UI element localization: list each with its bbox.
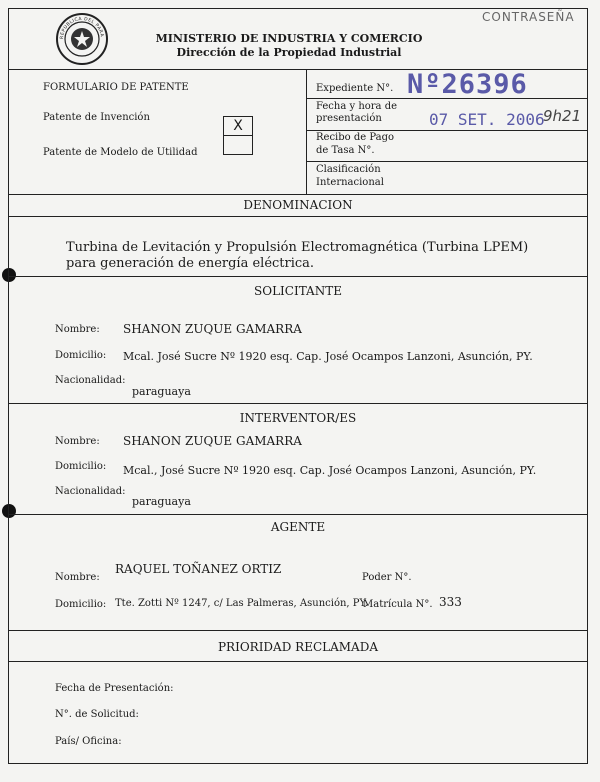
prioridad-request-label: N°. de Solicitud: <box>55 709 139 720</box>
solicitante-name: SHANON ZUQUE GAMARRA <box>123 322 302 336</box>
agente-registration-label: Matrícula N°. <box>363 599 433 610</box>
invention-label: Patente de Invención <box>43 112 150 123</box>
classification-label-2: Internacional <box>316 177 384 188</box>
interventor-address-label: Domicilio: <box>55 461 107 472</box>
interventor-nationality-label: Nacionalidad: <box>55 486 126 497</box>
corner-label: CONTRASEÑA <box>482 10 575 24</box>
interventor-name: SHANON ZUQUE GAMARRA <box>123 434 302 448</box>
patent-form <box>8 8 588 764</box>
prioridad-heading: PRIORIDAD RECLAMADA <box>217 640 379 654</box>
classification-label-1: Clasificación <box>316 164 381 175</box>
agente-address: Tte. Zotti Nº 1247, c/ Las Palmeras, Asunción, PY. <box>115 598 368 609</box>
prioridad-country-label: País/ Oficina: <box>55 736 122 747</box>
prioridad-date-label: Fecha de Presentación: <box>55 683 174 694</box>
utility-checkbox[interactable] <box>223 135 253 155</box>
solicitante-nationality: paraguaya <box>132 385 191 398</box>
time-handwritten: 9h21 <box>543 107 582 125</box>
agente-power-label: Poder N°. <box>362 572 412 583</box>
seal-emblem <box>55 12 109 66</box>
file-number-label: Expediente N°. <box>316 83 394 94</box>
solicitante-nationality-label: Nacionalidad: <box>55 375 126 386</box>
invention-checkbox[interactable]: X <box>223 116 253 136</box>
interventor-address: Mcal., José Sucre Nº 1920 esq. Cap. José Ocampos Lanzoni, Asunción, PY. <box>123 464 537 477</box>
interventor-heading: INTERVENTOR/ES <box>239 411 357 425</box>
denominacion-heading: DENOMINACION <box>243 198 353 212</box>
receipt-label-2: de Tasa N°. <box>316 145 375 156</box>
agente-heading: AGENTE <box>270 520 326 534</box>
date-label-1: Fecha y hora de <box>316 101 398 112</box>
utility-label: Patente de Modelo de Utilidad <box>43 147 198 158</box>
office-title: Dirección de la Propiedad Industrial <box>176 46 402 59</box>
solicitante-name-label: Nombre: <box>55 324 100 335</box>
interventor-name-label: Nombre: <box>55 436 100 447</box>
denominacion-line-1: Turbina de Levitación y Propulsión Electromagnética (Turbina LPEM) <box>66 240 529 255</box>
agente-name-label: Nombre: <box>55 572 100 583</box>
agente-address-label: Domicilio: <box>55 599 107 610</box>
receipt-label-1: Recibo de Pago <box>316 132 395 143</box>
denominacion-line-2: para generación de energía eléctrica. <box>66 256 315 271</box>
solicitante-address: Mcal. José Sucre Nº 1920 esq. Cap. José Ocampos Lanzoni, Asunción, PY. <box>123 350 533 363</box>
file-number-stamp: Nº26396 <box>407 69 528 100</box>
ministry-title: MINISTERIO DE INDUSTRIA Y COMERCIO <box>155 32 423 45</box>
agente-registration: 333 <box>439 595 462 609</box>
agente-name: RAQUEL TOÑANEZ ORTIZ <box>115 562 282 576</box>
form-type-title: FORMULARIO DE PATENTE <box>43 82 189 93</box>
date-label-2: presentación <box>316 113 382 124</box>
seal-text: REPUBLICA DEL PARA <box>59 16 104 40</box>
solicitante-address-label: Domicilio: <box>55 350 107 361</box>
solicitante-heading: SOLICITANTE <box>254 284 342 298</box>
interventor-nationality: paraguaya <box>132 495 191 508</box>
date-stamp: 07 SET. 2006 <box>429 110 545 129</box>
